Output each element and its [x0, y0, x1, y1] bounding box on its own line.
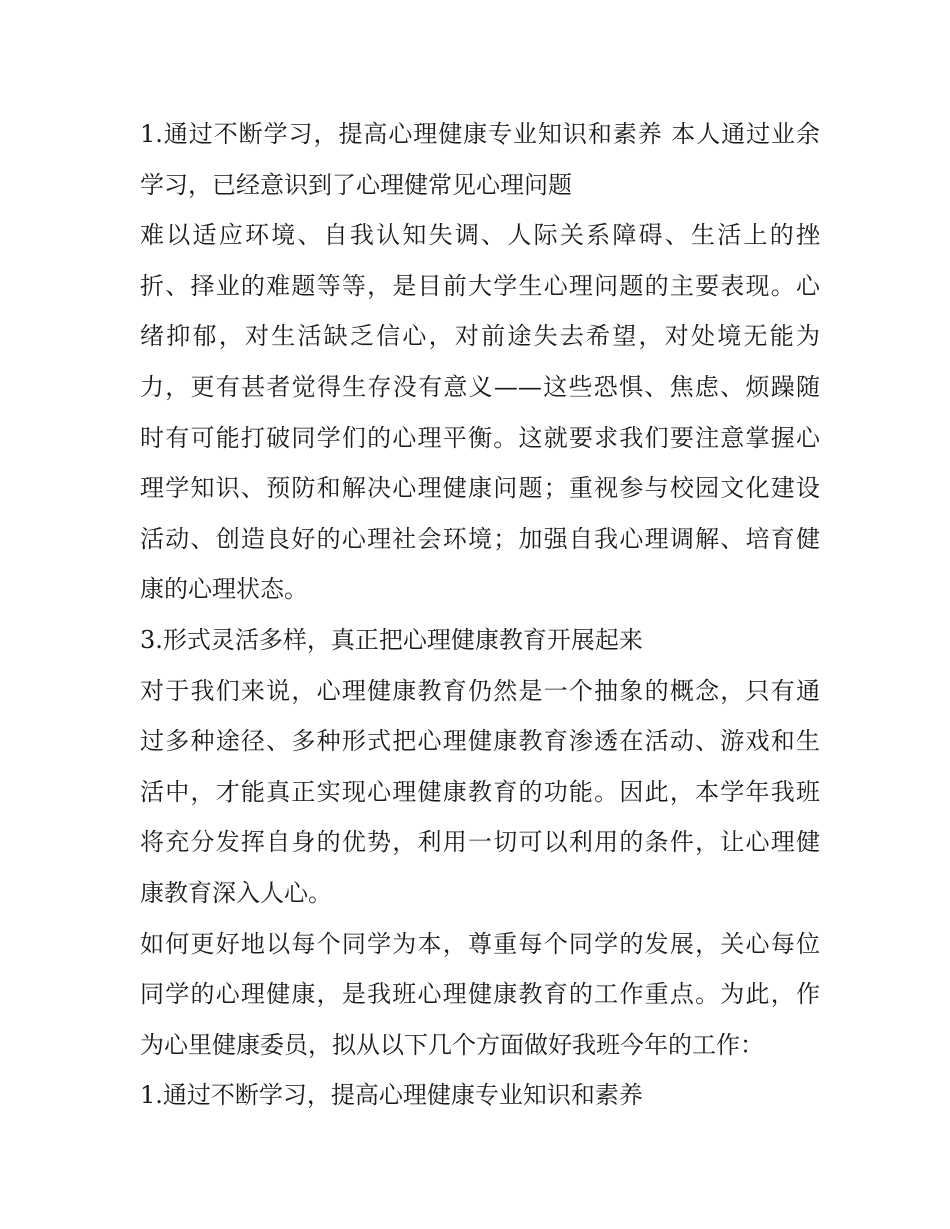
text-line: 活中，才能真正实现心理健康教育的功能。因此，本学年我班: [140, 777, 820, 806]
text-line: 将充分发挥自身的优势，利用一切可以利用的条件，让心理健: [140, 828, 820, 857]
text-line: 学习，已经意识到了心理健常见心理问题: [140, 170, 572, 199]
text-line: 折、择业的难题等等，是目前大学生心理问题的主要表现。心: [140, 271, 820, 300]
document-page: [140, 109, 820, 1121]
text-line: 难以适应环境、自我认知失调、人际关系障碍、生活上的挫: [140, 221, 820, 250]
text-line: 过多种途径、多种形式把心理健康教育渗透在活动、游戏和生: [140, 727, 820, 756]
text-line: 如何更好地以每个同学为本，尊重每个同学的发展，关心每位: [140, 929, 820, 958]
text-line: 对于我们来说，心理健康教育仍然是一个抽象的概念，只有通: [140, 676, 820, 705]
text-line: 理学知识、预防和解决心理健康问题；重视参与校园文化建设: [140, 474, 820, 503]
text-line: 1.通过不断学习，提高心理健康专业知识和素养 本人通过业余: [140, 120, 820, 148]
text-line: 为心里健康委员，拟从以下几个方面做好我班今年的工作：: [140, 1030, 764, 1059]
section-heading: 1.通过不断学习，提高心理健康专业知识和素养: [140, 1081, 643, 1110]
section-heading: 3.形式灵活多样，真正把心理健康教育开展起来: [140, 625, 643, 654]
text-line: 同学的心理健康，是我班心理健康教育的工作重点。为此，作: [140, 980, 820, 1009]
text-line: 力，更有甚者觉得生存没有意义——这些恐惧、焦虑、烦躁随: [140, 372, 820, 401]
text-line: 时有可能打破同学们的心理平衡。这就要求我们要注意掌握心: [140, 423, 820, 452]
text-line: 绪抑郁，对生活缺乏信心，对前途失去希望，对处境无能为: [140, 322, 820, 351]
text-line: 康教育深入人心。: [140, 878, 332, 907]
text-line: 活动、创造良好的心理社会环境；加强自我心理调解、培育健: [140, 524, 820, 553]
text-line: 康的心理状态。: [140, 575, 308, 604]
